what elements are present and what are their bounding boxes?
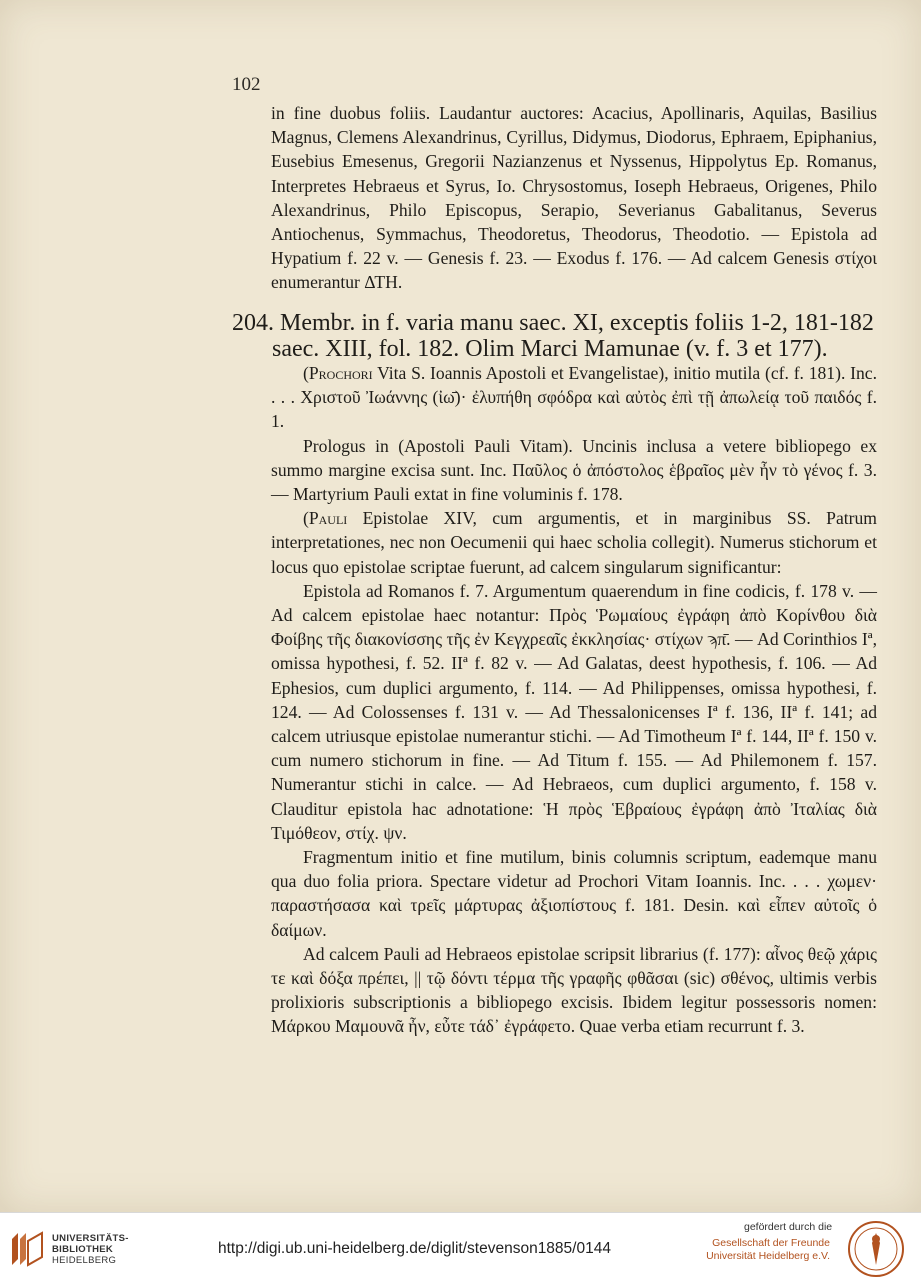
library-name-line3: HEIDELBERG <box>52 1255 117 1266</box>
page-number: 102 <box>232 74 261 95</box>
paragraph-subscriptio: Ad calcem Pauli ad Hebraeos epistolae scripsit librarius (f. 177): αἶνος θεῷ χάρις τε καὶ δόξα πρέπει, || τῷ δόντι τέρμα τῆς γραφῆς φθᾶσαι (sic) σθένος, ultimis verbis prolixioris subscriptionis a bibliopego excisis. Ibidem legitur possessoris nomen: Μάρκου Μαμουνᾶ ἦν, εὖτε τάδ᾽ ἐγράφετο. Quae verba etiam recurrunt f. 3. <box>271 943 877 1037</box>
paragraph-fragmentum: Fragmentum initio et fine mutilum, binis columnis scriptum, eademque manu qua duo folia priora. Spectare videtur ad Prochori Vitam Ioannis. Inc. . . . χωμεν· παραστήσασα καὶ τρεῖς μάρτυρας ἀξιοπίστους f. 181. Desin. καὶ εἶπεν αὐτοῖς ὁ δαίμων. <box>271 847 877 940</box>
permalink-url[interactable]: http://digi.ub.uni-heidelberg.de/diglit/stevenson1885/0144 <box>218 1240 611 1257</box>
university-library-logo-icon <box>8 1229 46 1269</box>
paragraph-prochori <box>271 361 877 434</box>
university-seal-icon <box>846 1219 906 1279</box>
author-prochori: (Prochori <box>303 363 373 383</box>
intro-text: in fine duobus foliis. Laudantur auctores: Acacius, Apollinaris, Aquilas, Basilius Magnus, Clemens Alexandrinus, Cyrillus, Didymus, Diodorus, Ephraem, Epiphanius, Eusebius Emesenus, Gregorii Nazianzenus et Nyssenus, Hippolytus Ep. Romanus, Interpretes Hebraeus et Syrus, Io. Chrysostomus, Ioseph Hebraeus, Origenes, Philo Alexandrinus, Philo Episcopus, Serapio, Severianus Gabalitanus, Severus Antiochenus, Symmachus, Theodoretus, Theodorus, Theodotio. — Epistola ad Hypatium f. 22 v. — Genesis f. 23. — Exodus f. 176. — Ad calcem Genesis στίχοι enumerantur ΔΤΗ. <box>271 103 877 293</box>
paragraph-pauli-text: Epistolae XIV, cum argumentis, et in marginibus SS. Patrum interpretationes, nec non Oecumenii qui haec scholia collegit). Numerus stichorum et locus quo epistolae scriptae fuerunt, ad calcem singularum significantur: <box>271 508 877 577</box>
sponsor-line1: Gesellschaft der Freunde <box>712 1237 830 1249</box>
entry-body <box>271 361 877 1039</box>
paragraph-prochori-text: Vita S. Ioannis Apostoli et Evangelistae), initio mutila (cf. f. 181). Inc. . . . Χριστοῦ Ἰωάννης (ἰω̄)· ἐλυπήθη σφόδρα καὶ αὐτὸς ἐπὶ τῇ ἀπωλείᾳ τοῦ παιδός f. 1. <box>271 363 877 432</box>
entry-heading-line1: Membr. in f. varia manu saec. XI, exceptis foliis 1-2, 181-182 <box>280 310 874 336</box>
entry-heading <box>232 310 880 362</box>
library-name-line1: UNIVERSITÄTS- <box>52 1233 129 1244</box>
library-name <box>52 1233 129 1266</box>
sponsor-line2: Universität Heidelberg e.V. <box>706 1250 830 1262</box>
footer-bar <box>0 1212 921 1284</box>
paragraph-epistolae: Epistola ad Romanos f. 7. Argumentum quaerendum in fine codicis, f. 178 v. — Ad calcem epistolae haec notantur: Πρὸς Ῥωμαίους ἐγράφη ἀπὸ Κορίνθου διὰ Φοίβης τῆς διακονίσσης τῆς ἐν Κεγχρεαῖς ἐκκλησίας· στίχων ϡπ̄. — Ad Corinthios Iª, omissa hypothesi, f. 52. IIª f. 82 v. — Ad Galatas, deest hypothesis, f. 106. — Ad Ephesios, cum duplici argumento, f. 114. — Ad Philippenses, omissa hypothesi, f. 124. — Ad Colossenses f. 131 v. — Ad Thessalonicenses Iª f. 136, IIª f. 141; ad calcem utriusque epistolae numerantur stichi. — Ad Timotheum Iª f. 144, IIª f. 150 v. cum numero stichorum in fine. — Ad Titum f. 155. — Ad Philemonem f. 157. Numerantur stichi in calce. — Ad Hebraeos, cum duplici argumento, f. 158 v. Clauditur epistola hac adnotatione: Ἡ πρὸς Ἑβραίους ἐγράφη ἀπὸ Ἰταλίας διὰ Τιμόθεον, στίχ. ψν. <box>271 580 877 843</box>
paragraph-pauli <box>271 506 877 579</box>
author-pauli: (Pauli <box>303 508 348 529</box>
entry-number: 204. <box>232 310 274 336</box>
entry-heading-line2: saec. XIII, fol. 182. Olim Marci Mamunae (v. f. 3 et 177). <box>272 336 828 362</box>
paragraph-prologus: Prologus in (Apostoli Pauli Vitam). Uncinis inclusa a vetere bibliopego ex summo margine excisa sunt. Inc. Παῦλος ὁ ἀπόστολος ἑβραῖος μὲν ἦν τὸ γένος f. 3. — Martyrium Pauli extat in fine voluminis f. 178. <box>271 435 877 505</box>
sponsor-name <box>700 1237 830 1263</box>
intro-paragraph <box>271 101 877 295</box>
sponsor-caption: gefördert durch die <box>744 1221 833 1233</box>
library-name-line2: BIBLIOTHEK <box>52 1244 114 1255</box>
